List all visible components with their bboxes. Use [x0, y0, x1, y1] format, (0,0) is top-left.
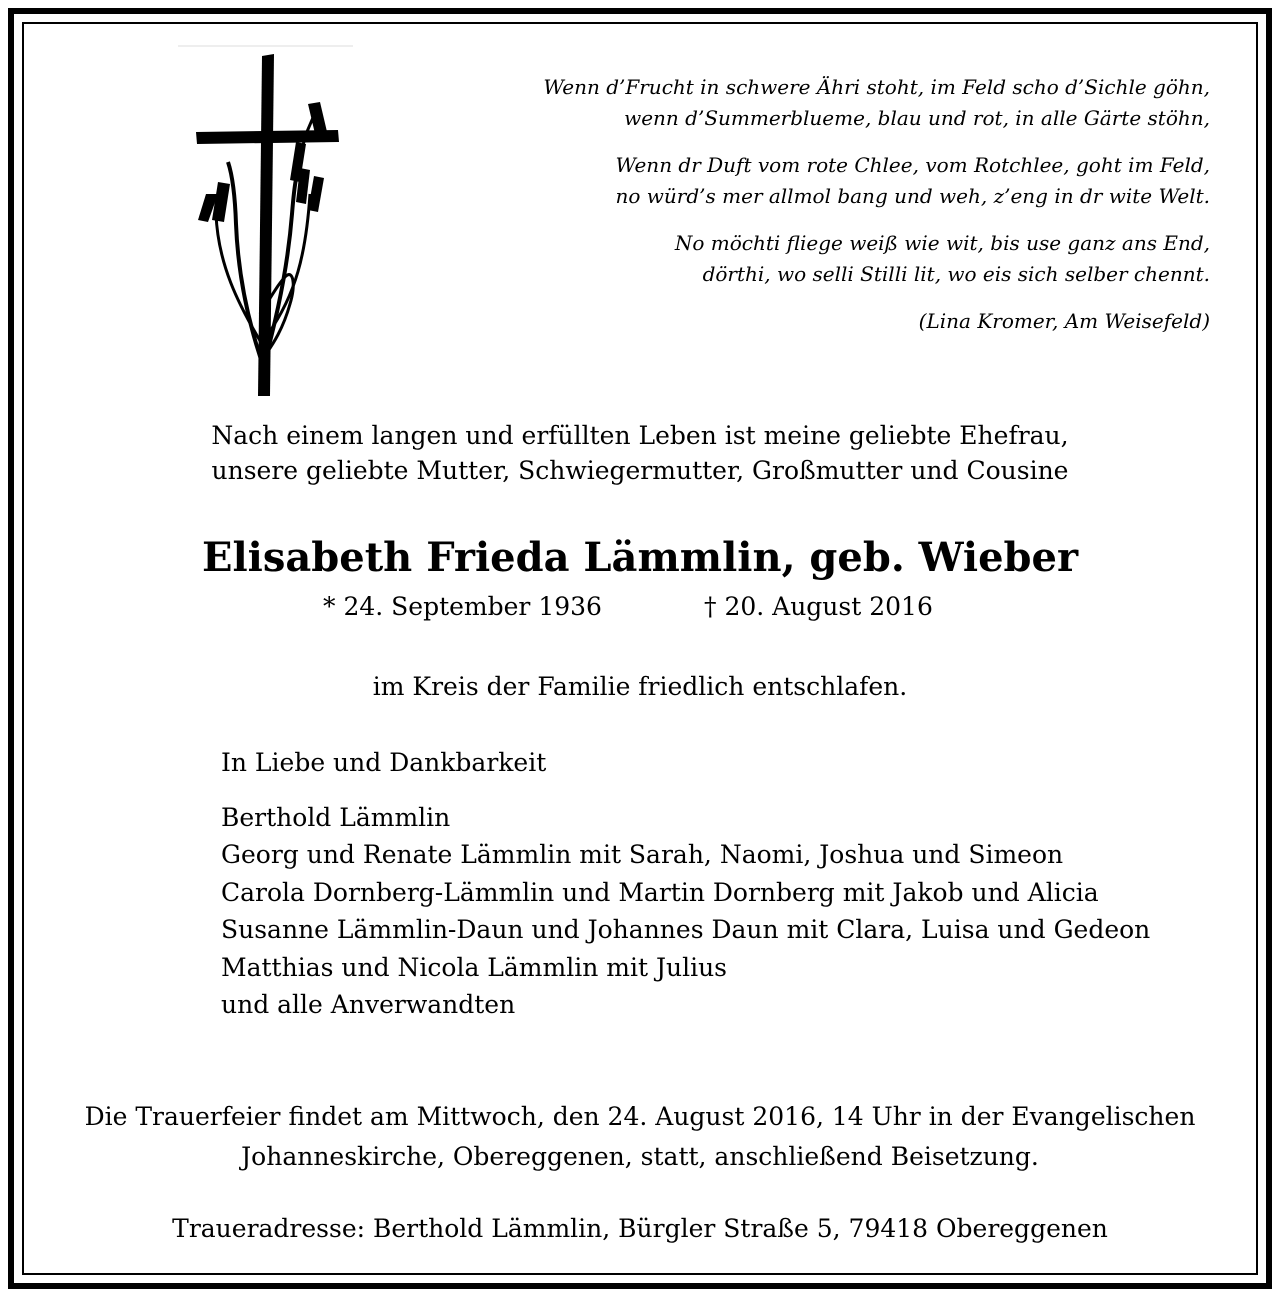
- poem-stanza-1: [450, 72, 1210, 134]
- family-member: Matthias und Nicola Lämmlin mit Julius: [221, 952, 727, 982]
- intro-line-1: Nach einem langen und erfüllten Leben ist meine geliebte Ehefrau,: [211, 421, 1069, 450]
- family-block: [221, 744, 1150, 1024]
- ceremony-line-1: Die Trauerfeier findet am Mittwoch, den 24. August 2016, 14 Uhr in der Evangelischen: [84, 1102, 1196, 1131]
- death-date: † 20. August 2016: [704, 592, 933, 621]
- family-member: Georg und Renate Lämmlin mit Sarah, Naomi, Joshua und Simeon: [221, 840, 1064, 869]
- deceased-name: Elisabeth Frieda Lämmlin, geb. Wieber: [201, 534, 1079, 581]
- poem-line: no würd’s mer allmol bang und weh, z’eng in dr wite Welt.: [615, 184, 1210, 208]
- family-member: Susanne Lämmlin-Daun und Johannes Daun mit Clara, Luisa und Gedeon: [221, 915, 1151, 944]
- poem-stanza-3: [450, 228, 1210, 290]
- family-greeting: In Liebe und Dankbarkeit: [221, 748, 547, 777]
- mourning-address: Traueradresse: Berthold Lämmlin, Bürgler Straße 5, 79418 Obereggenen: [172, 1214, 1108, 1243]
- family-member: Carola Dornberg-Lämmlin und Martin Dornberg mit Jakob und Alicia: [221, 877, 1099, 907]
- cross-with-wheat-icon: [178, 44, 358, 404]
- ceremony-line-2: Johanneskirche, Obereggenen, statt, anschließend Beisetzung.: [241, 1142, 1039, 1171]
- poem-line: Wenn dr Duft vom rote Chlee, vom Rotchlee, goht im Feld,: [615, 153, 1210, 177]
- intro-text: [0, 418, 1280, 488]
- poem-line: No möchti fliege weiß wie wit, bis use ganz ans End,: [674, 231, 1210, 255]
- poem-line: dörthi, wo selli Stilli lit, wo eis sich selber chennt.: [702, 262, 1210, 286]
- family-member: und alle Anverwandten: [221, 990, 516, 1019]
- birth-date: * 24. September 1936: [323, 592, 602, 621]
- poem-stanza-2: [450, 150, 1210, 212]
- sleep-text: im Kreis der Familie friedlich entschlafen.: [372, 672, 908, 701]
- intro-line-2: unsere geliebte Mutter, Schwiegermutter, Großmutter und Cousine: [211, 456, 1069, 485]
- poem: [450, 72, 1210, 337]
- family-member: Berthold Lämmlin: [221, 802, 451, 832]
- poem-line: Wenn d’Frucht in schwere Ähri stoht, im Feld scho d’Sichle göhn,: [543, 75, 1210, 99]
- poem-line: wenn d’Summerblueme, blau und rot, in alle Gärte stöhn,: [624, 106, 1210, 130]
- ceremony-info: [0, 1097, 1280, 1177]
- poem-credit: (Lina Kromer, Am Weisefeld): [918, 309, 1210, 333]
